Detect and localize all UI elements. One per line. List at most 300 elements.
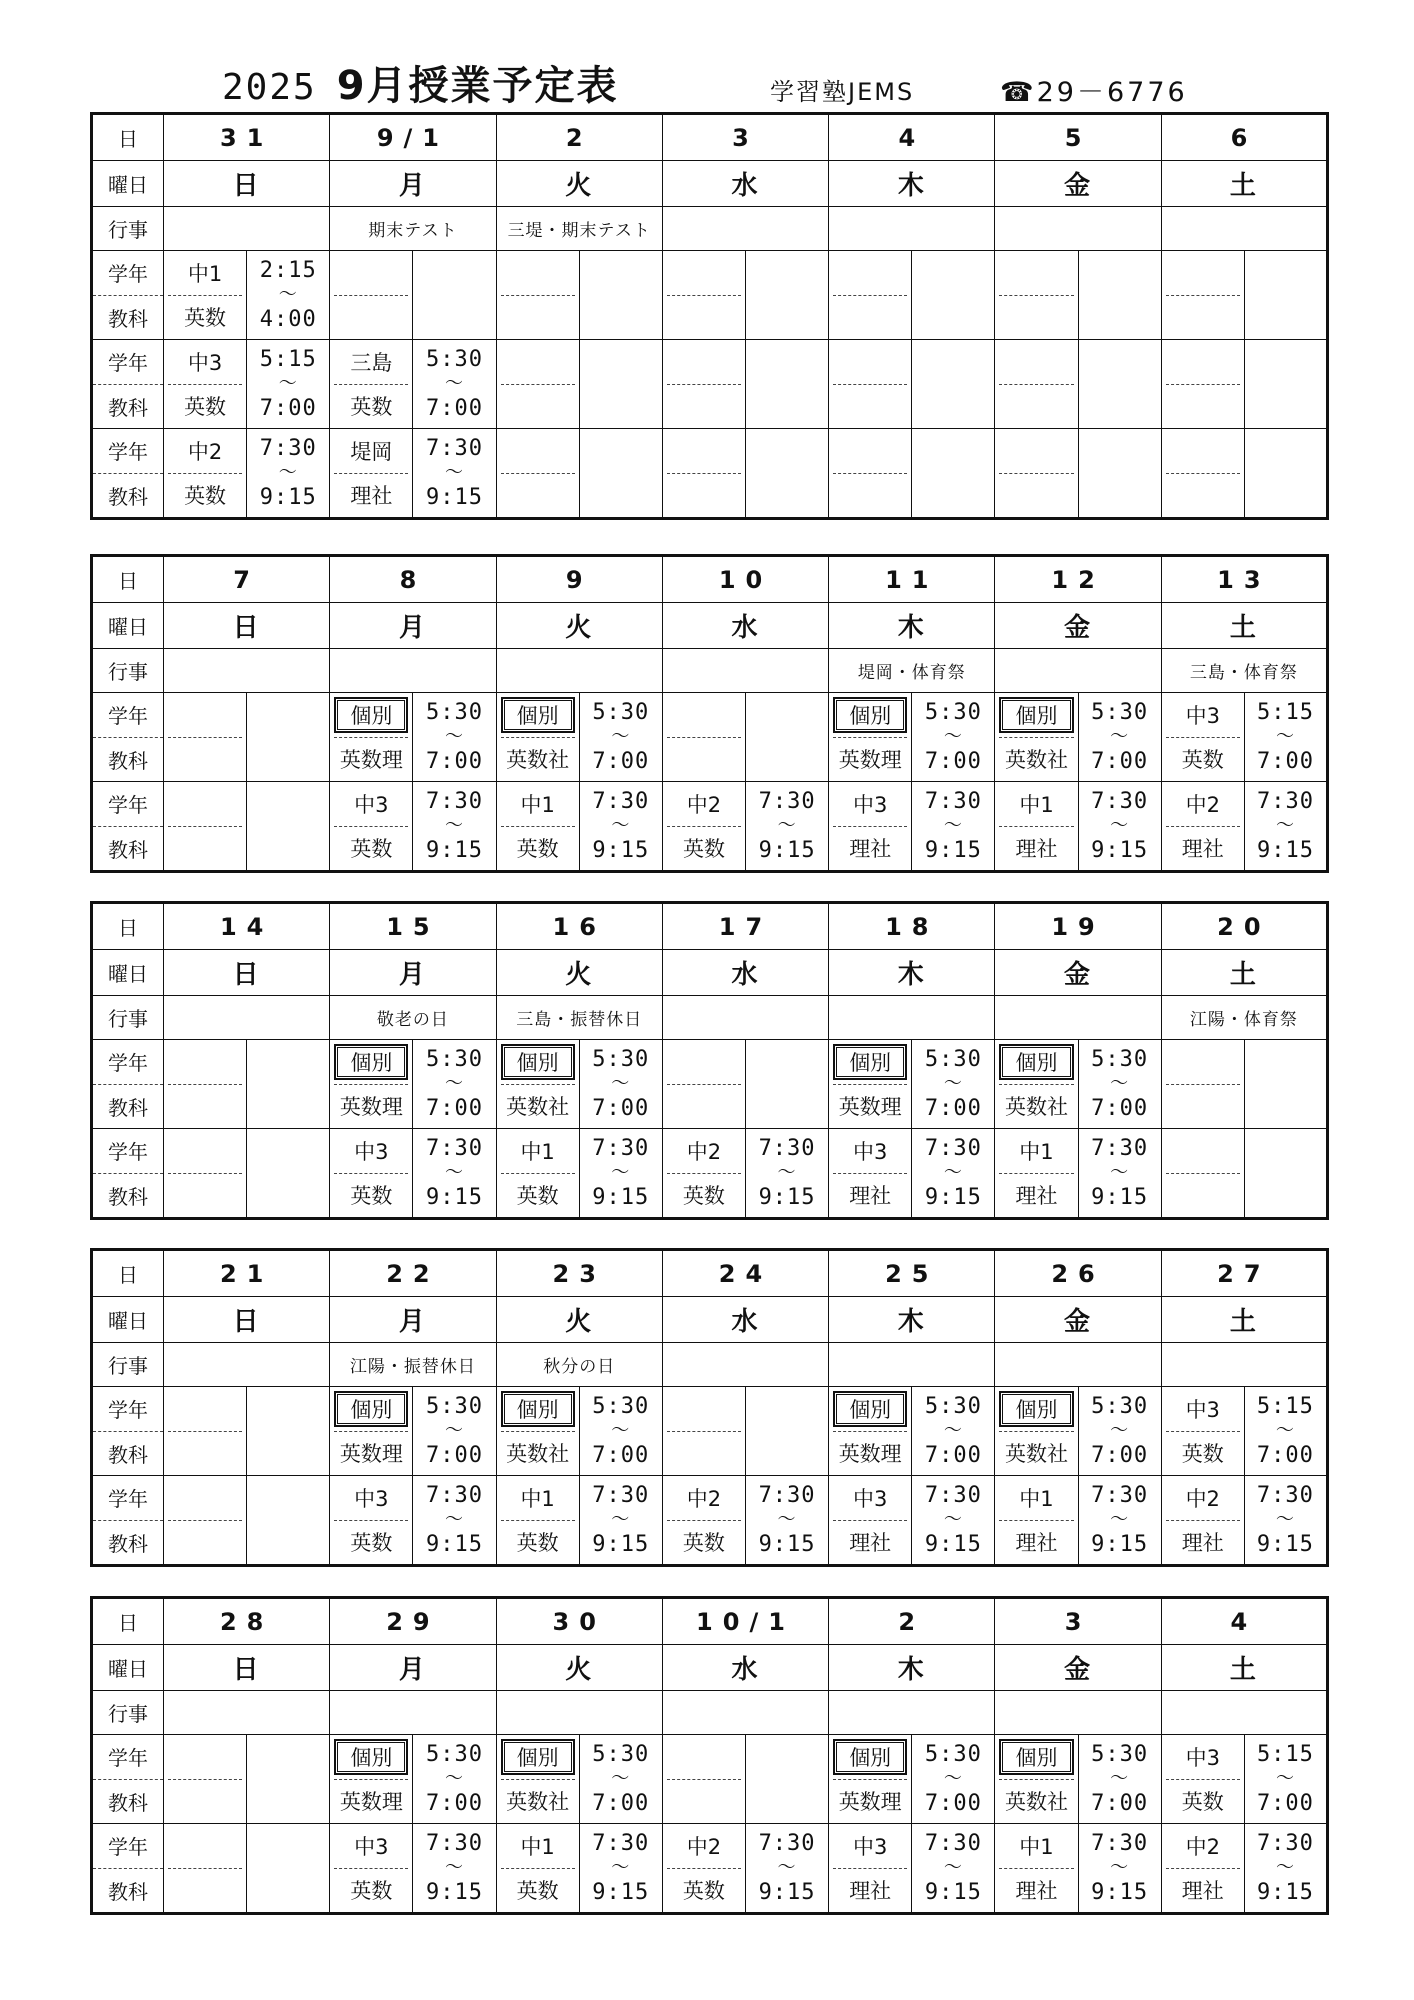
class-subject: 理社 xyxy=(849,837,892,862)
class-time-cell xyxy=(247,340,330,429)
class-info xyxy=(663,782,745,870)
class-grade xyxy=(168,1129,242,1174)
class-grade: 中3 xyxy=(833,1824,907,1869)
class-time xyxy=(1245,782,1326,870)
class-info-cell xyxy=(330,1040,413,1129)
event-row xyxy=(92,649,1328,693)
individual-tag: 個別 xyxy=(999,697,1073,733)
date-row xyxy=(92,1598,1328,1645)
tilde: ～ xyxy=(444,1768,464,1789)
class-slot-row xyxy=(92,340,1328,429)
class-time-cell xyxy=(247,782,330,872)
subject-label: 教科 xyxy=(108,837,148,862)
class-info-cell xyxy=(662,782,745,872)
individual-tag: 個別 xyxy=(999,1391,1073,1427)
class-time-cell xyxy=(746,782,829,872)
tilde: ～ xyxy=(777,1857,797,1878)
tilde: ～ xyxy=(1110,1768,1130,1789)
class-grade xyxy=(168,1387,242,1432)
class-time xyxy=(1079,1735,1161,1823)
class-grade: 中2 xyxy=(667,1824,741,1869)
date-row xyxy=(92,114,1328,161)
class-time xyxy=(1245,693,1326,781)
weekday-cell: 月 xyxy=(330,603,496,649)
weekday-cell: 日 xyxy=(164,161,330,207)
start-time: 7:30 xyxy=(592,1830,650,1856)
class-grade: 中3 xyxy=(168,340,242,385)
tilde: ～ xyxy=(444,1073,464,1094)
class-time-cell xyxy=(1244,782,1327,872)
individual-tag: 個別 xyxy=(833,1391,907,1427)
class-info xyxy=(1162,1129,1244,1217)
class-info xyxy=(164,1735,246,1823)
start-time: 7:30 xyxy=(426,1482,483,1508)
individual-tag: 個別 xyxy=(334,1739,408,1775)
weekday-row xyxy=(92,950,1328,996)
start-time: 7:30 xyxy=(758,1482,816,1508)
class-subject xyxy=(1162,474,1244,518)
tilde: ～ xyxy=(1275,726,1295,747)
tilde: ～ xyxy=(1110,726,1130,747)
class-subject: 英数 xyxy=(350,1879,393,1904)
class-time xyxy=(1079,1476,1161,1564)
class-time-cell xyxy=(912,782,995,872)
class-grade xyxy=(1166,1040,1240,1085)
class-info xyxy=(164,251,246,339)
subject-label: 教科 xyxy=(108,484,148,509)
class-time xyxy=(1079,693,1161,781)
class-info-cell xyxy=(1161,1476,1244,1566)
weekday-cell: 木 xyxy=(829,950,995,996)
class-info-cell xyxy=(829,1476,912,1566)
class-info-cell xyxy=(496,1476,579,1566)
class-time-cell xyxy=(1244,1476,1327,1566)
slot-label-stack xyxy=(93,1040,163,1128)
tilde: ～ xyxy=(943,1420,963,1441)
date-cell: 22 xyxy=(330,1250,496,1297)
class-grade xyxy=(833,251,907,296)
end-time: 9:15 xyxy=(259,484,317,510)
class-info-cell xyxy=(496,782,579,872)
class-time-cell xyxy=(912,693,995,782)
date-row xyxy=(92,556,1328,603)
tilde: ～ xyxy=(1110,1509,1130,1530)
grade-label: 学年 xyxy=(93,1476,163,1521)
class-info-cell xyxy=(662,1476,745,1566)
class-subject: 英数 xyxy=(184,395,227,420)
individual-tag: 個別 xyxy=(999,1739,1073,1775)
class-info-cell xyxy=(662,1387,745,1476)
class-time-cell xyxy=(579,251,662,340)
class-info-cell xyxy=(995,1387,1078,1476)
class-time-cell xyxy=(912,429,995,519)
class-grade xyxy=(667,693,741,738)
class-info-cell xyxy=(1161,1129,1244,1219)
date-cell: 18 xyxy=(829,903,995,950)
class-time-cell xyxy=(247,693,330,782)
end-time: 7:00 xyxy=(426,395,483,421)
class-info-cell xyxy=(1161,782,1244,872)
end-time: 7:00 xyxy=(1091,1095,1149,1121)
class-info-cell xyxy=(829,251,912,340)
tilde: ～ xyxy=(278,284,298,305)
class-info xyxy=(1162,782,1244,870)
class-info xyxy=(995,1476,1077,1564)
date-row xyxy=(92,1250,1328,1297)
start-time: 7:30 xyxy=(1256,788,1314,814)
event-cell xyxy=(1161,1691,1327,1735)
class-time-cell xyxy=(413,1040,496,1129)
class-grade: 中2 xyxy=(1166,1476,1240,1521)
tilde: ～ xyxy=(943,1857,963,1878)
date-cell: 6 xyxy=(1161,114,1327,161)
event-cell: 秋分の日 xyxy=(496,1343,662,1387)
class-subject: 理社 xyxy=(1015,1184,1058,1209)
class-info xyxy=(497,1735,579,1823)
subject-label: 教科 xyxy=(108,1095,148,1120)
class-subject: 理社 xyxy=(350,484,393,509)
class-info-cell xyxy=(330,1824,413,1914)
class-subject: 英数社 xyxy=(506,1790,570,1815)
date-label: 日 xyxy=(92,114,164,161)
class-grade: 中2 xyxy=(168,429,242,474)
tilde: ～ xyxy=(444,1162,464,1183)
class-time-cell xyxy=(745,1040,828,1129)
event-cell xyxy=(330,1691,496,1735)
class-time xyxy=(1079,1387,1161,1475)
weekday-cell: 月 xyxy=(330,1645,496,1691)
event-row xyxy=(92,996,1328,1040)
event-cell xyxy=(829,1343,995,1387)
class-grade: 中1 xyxy=(168,251,242,296)
class-info xyxy=(995,1735,1077,1823)
class-subject: 英数 xyxy=(682,1879,725,1904)
end-time: 9:15 xyxy=(426,1531,483,1557)
start-time: 7:30 xyxy=(1091,1135,1149,1161)
end-time: 9:15 xyxy=(1256,1879,1314,1905)
class-subject: 英数 xyxy=(1181,748,1224,773)
class-info xyxy=(330,340,412,428)
class-grade: 中1 xyxy=(999,1824,1073,1869)
end-time: 9:15 xyxy=(592,1879,650,1905)
class-subject xyxy=(497,385,579,429)
date-cell: 21 xyxy=(164,1250,330,1297)
tilde: ～ xyxy=(943,1768,963,1789)
date-cell: 2 xyxy=(829,1598,995,1645)
start-time: 7:30 xyxy=(1256,1482,1314,1508)
date-label: 日 xyxy=(92,1250,164,1297)
class-subject xyxy=(829,474,911,518)
class-subject: 英数社 xyxy=(506,748,570,773)
class-time xyxy=(1245,1824,1326,1912)
start-time: 7:30 xyxy=(1091,788,1149,814)
class-subject xyxy=(995,296,1077,340)
class-grade: 中1 xyxy=(999,1476,1073,1521)
end-time: 9:15 xyxy=(758,837,816,863)
class-info xyxy=(663,1387,745,1475)
weekday-cell: 水 xyxy=(662,161,828,207)
class-time-cell xyxy=(1244,1040,1327,1129)
class-info-cell xyxy=(995,429,1078,519)
class-time-cell xyxy=(912,1476,995,1566)
class-time-cell xyxy=(247,1824,330,1914)
weekday-cell: 火 xyxy=(496,603,662,649)
class-info-cell xyxy=(1161,251,1244,340)
class-info xyxy=(497,429,579,517)
class-grade xyxy=(1166,429,1240,474)
weekday-cell: 月 xyxy=(330,161,496,207)
date-cell: 10/1 xyxy=(662,1598,828,1645)
class-grade: 中2 xyxy=(1166,782,1240,827)
class-info xyxy=(829,693,911,781)
weekday-label: 曜日 xyxy=(92,161,164,207)
grade-label: 学年 xyxy=(93,429,163,474)
class-subject xyxy=(1162,1174,1244,1218)
event-cell xyxy=(662,1343,828,1387)
tilde: ～ xyxy=(1275,1509,1295,1530)
class-time-cell xyxy=(1078,1040,1161,1129)
class-slot-row xyxy=(92,1476,1328,1566)
class-subject: 英数 xyxy=(516,1879,559,1904)
class-info xyxy=(164,1387,246,1475)
class-info xyxy=(1162,340,1244,428)
slot-label xyxy=(92,251,164,340)
weekday-cell: 土 xyxy=(1161,1645,1327,1691)
class-subject xyxy=(164,1869,246,1913)
event-cell xyxy=(829,996,995,1040)
weekday-label: 曜日 xyxy=(92,950,164,996)
date-cell: 27 xyxy=(1161,1250,1327,1297)
class-subject xyxy=(164,1521,246,1565)
class-info xyxy=(497,782,579,870)
class-time-cell xyxy=(1078,1476,1161,1566)
start-time: 5:30 xyxy=(1091,1741,1149,1767)
event-cell xyxy=(1161,207,1327,251)
slot-label xyxy=(92,693,164,782)
tilde: ～ xyxy=(1110,1857,1130,1878)
start-time: 5:15 xyxy=(1256,1393,1314,1419)
class-time xyxy=(413,1129,495,1217)
class-grade xyxy=(168,782,242,827)
class-info xyxy=(829,782,911,870)
class-time-cell xyxy=(1244,1735,1327,1824)
event-cell xyxy=(164,649,330,693)
date-label: 日 xyxy=(92,903,164,950)
class-grade xyxy=(334,1735,408,1780)
class-subject xyxy=(1162,1085,1244,1129)
class-time xyxy=(580,1040,662,1128)
class-grade: 堤岡 xyxy=(334,429,408,474)
grade-label: 学年 xyxy=(93,1387,163,1432)
class-grade: 中3 xyxy=(334,1824,408,1869)
class-time-cell xyxy=(247,1735,330,1824)
class-subject xyxy=(330,296,412,340)
slot-label-stack xyxy=(93,251,163,339)
end-time: 7:00 xyxy=(592,1442,650,1468)
class-subject: 英数理 xyxy=(339,1790,403,1815)
class-time-cell xyxy=(1078,251,1161,340)
slot-label xyxy=(92,429,164,519)
class-time-cell xyxy=(1244,1824,1327,1914)
class-grade xyxy=(168,1824,242,1869)
start-time: 7:30 xyxy=(1256,1830,1314,1856)
week-table xyxy=(90,1596,1329,1915)
end-time: 7:00 xyxy=(592,1790,650,1816)
class-info-cell xyxy=(662,251,745,340)
class-subject: 英数社 xyxy=(1005,748,1069,773)
tilde: ～ xyxy=(278,373,298,394)
class-slot-row xyxy=(92,1735,1328,1824)
weekday-cell: 木 xyxy=(829,161,995,207)
event-cell xyxy=(995,1343,1161,1387)
class-time-cell xyxy=(912,1040,995,1129)
class-time-cell xyxy=(413,340,496,429)
class-time xyxy=(1079,1824,1161,1912)
slot-label xyxy=(92,782,164,872)
end-time: 7:00 xyxy=(1091,1790,1149,1816)
start-time: 5:30 xyxy=(426,1393,483,1419)
class-info-cell xyxy=(1161,429,1244,519)
class-subject: 英数理 xyxy=(339,748,403,773)
class-subject xyxy=(164,1432,246,1476)
class-time-cell xyxy=(746,340,829,429)
event-cell xyxy=(164,1343,330,1387)
end-time: 9:15 xyxy=(924,1531,982,1557)
event-row xyxy=(92,207,1328,251)
grade-label: 学年 xyxy=(93,782,163,827)
slot-label xyxy=(92,1040,164,1129)
class-info-cell xyxy=(164,782,247,872)
tilde: ～ xyxy=(445,462,464,483)
subject-label: 教科 xyxy=(108,1184,148,1209)
class-time xyxy=(413,1824,495,1912)
weekday-cell: 土 xyxy=(1161,603,1327,649)
start-time: 7:30 xyxy=(426,435,483,461)
date-cell: 9/1 xyxy=(330,114,496,161)
class-time-cell xyxy=(247,1387,330,1476)
start-time: 5:15 xyxy=(1256,1741,1314,1767)
week-table xyxy=(90,554,1329,873)
start-time: 7:30 xyxy=(758,1830,816,1856)
class-time-cell xyxy=(1244,429,1327,519)
class-info xyxy=(497,1040,579,1128)
grade-label: 学年 xyxy=(93,1824,163,1869)
class-time-cell xyxy=(1078,1129,1161,1219)
class-time xyxy=(580,1387,662,1475)
class-subject: 英数社 xyxy=(1004,1790,1068,1815)
class-grade xyxy=(833,429,907,474)
class-time xyxy=(1245,1735,1326,1823)
class-time-cell xyxy=(579,1129,662,1219)
date-cell: 4 xyxy=(1161,1598,1327,1645)
start-time: 5:30 xyxy=(592,1741,650,1767)
weekday-cell: 火 xyxy=(496,1297,662,1343)
weekday-cell: 日 xyxy=(164,603,330,649)
class-info-cell xyxy=(496,1824,579,1914)
class-slot-row xyxy=(92,782,1328,872)
date-cell: 4 xyxy=(829,114,995,161)
class-info xyxy=(829,251,911,339)
class-subject: 英数 xyxy=(682,1531,725,1556)
class-time-cell xyxy=(413,1824,496,1914)
weekday-cell: 土 xyxy=(1161,950,1327,996)
class-time-cell xyxy=(745,1476,828,1566)
class-grade: 中2 xyxy=(667,1129,741,1174)
date-cell: 19 xyxy=(995,903,1161,950)
class-subject: 英数 xyxy=(1181,1442,1224,1467)
weekday-cell: 金 xyxy=(995,1645,1161,1691)
class-time xyxy=(1079,1040,1161,1128)
class-subject: 理社 xyxy=(849,1879,892,1904)
class-info-cell xyxy=(330,782,413,872)
class-time xyxy=(1079,782,1161,870)
event-cell xyxy=(330,649,496,693)
date-cell: 30 xyxy=(496,1598,662,1645)
end-time: 9:15 xyxy=(426,1184,483,1210)
individual-tag: 個別 xyxy=(501,1044,575,1080)
class-slot-row xyxy=(92,1387,1328,1476)
tilde: ～ xyxy=(1110,1073,1130,1094)
date-cell: 11 xyxy=(829,556,995,603)
class-info xyxy=(164,340,246,428)
class-subject: 英数理 xyxy=(838,748,902,773)
class-info xyxy=(829,1129,911,1217)
class-subject xyxy=(663,385,745,429)
class-subject: 英数社 xyxy=(506,1442,570,1467)
date-cell: 25 xyxy=(829,1250,995,1297)
class-time-cell xyxy=(912,1387,995,1476)
class-info xyxy=(995,693,1077,781)
class-info xyxy=(330,1129,412,1217)
event-cell xyxy=(995,1691,1161,1735)
class-info xyxy=(829,1387,911,1475)
start-time: 5:30 xyxy=(592,1046,650,1072)
individual-tag: 個別 xyxy=(501,697,575,733)
end-time: 4:00 xyxy=(259,306,317,332)
subject-label: 教科 xyxy=(108,748,148,773)
tilde: ～ xyxy=(611,1162,631,1183)
class-info-cell xyxy=(1161,1824,1244,1914)
class-info-cell xyxy=(995,1129,1078,1219)
event-row xyxy=(92,1343,1328,1387)
date-cell: 28 xyxy=(164,1598,330,1645)
event-cell xyxy=(496,1691,662,1735)
start-time: 5:30 xyxy=(1091,1046,1149,1072)
start-time: 7:30 xyxy=(924,1135,982,1161)
class-subject: 英数 xyxy=(682,1184,725,1209)
event-cell xyxy=(995,996,1161,1040)
event-label: 行事 xyxy=(92,996,164,1040)
class-subject xyxy=(164,738,246,782)
class-subject xyxy=(164,1085,246,1129)
class-time-cell xyxy=(247,1476,330,1566)
class-time-cell xyxy=(579,1040,662,1129)
class-grade xyxy=(334,1040,408,1085)
individual-tag: 個別 xyxy=(833,697,907,733)
class-info xyxy=(497,1129,579,1217)
class-time-cell xyxy=(579,340,662,429)
class-time xyxy=(580,693,662,781)
class-info xyxy=(829,1040,911,1128)
class-grade xyxy=(667,1387,741,1432)
class-info-cell xyxy=(496,429,579,519)
weekday-row xyxy=(92,1645,1328,1691)
start-time: 5:30 xyxy=(426,1046,483,1072)
class-info-cell xyxy=(496,1387,579,1476)
end-time: 7:00 xyxy=(426,1790,483,1816)
class-info-cell xyxy=(662,1735,745,1824)
class-grade xyxy=(501,340,575,385)
